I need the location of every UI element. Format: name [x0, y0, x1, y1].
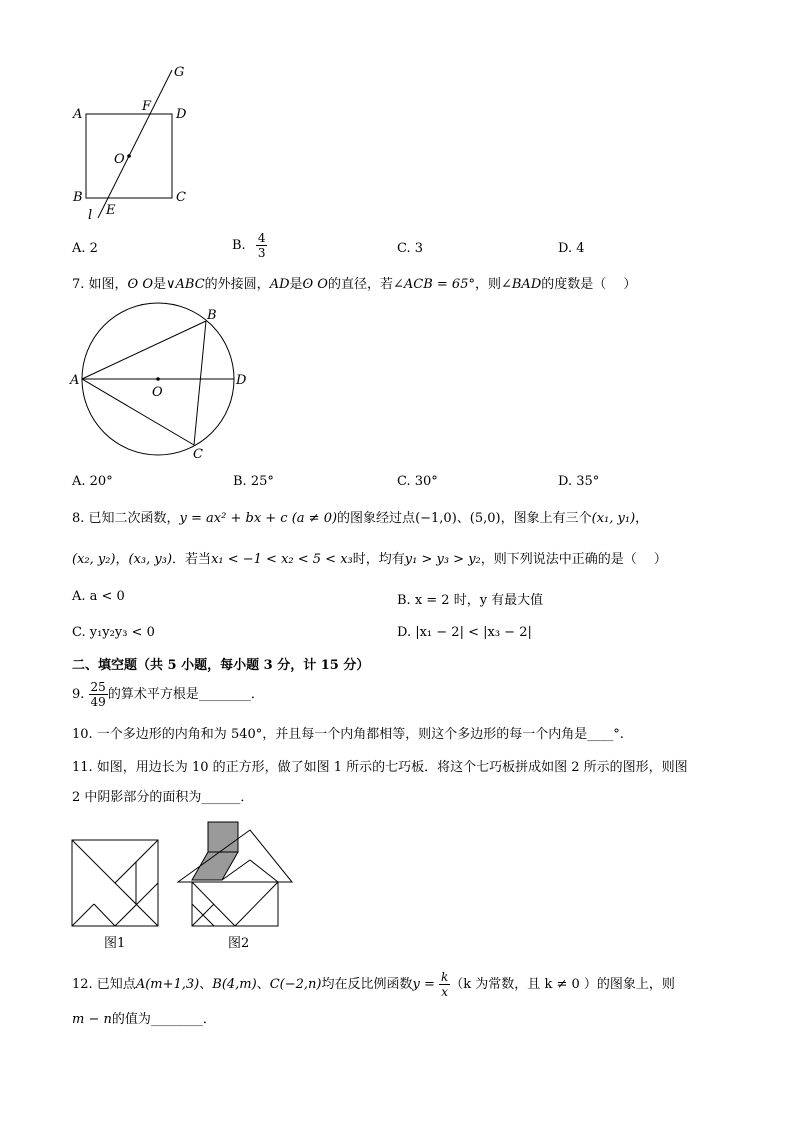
label-d: D [236, 373, 247, 388]
q6-figure [68, 62, 198, 222]
q8-text: ，图象上有三个 [500, 511, 592, 526]
q7-angle-acb: ∠ACB = 65° [392, 277, 475, 292]
q8-text: 时，均有 [352, 552, 405, 567]
q9-question [72, 680, 264, 709]
q8-text: ，则下列说法中正确的是（ ） [480, 552, 667, 567]
q8-text: 的图象经过点 [337, 511, 416, 526]
fraction-numerator: k [441, 970, 449, 984]
label-o: O [152, 385, 163, 400]
q8-line-2 [72, 551, 667, 569]
roof-inner [250, 860, 278, 882]
label-o: O [114, 152, 125, 167]
q7-question [72, 276, 636, 294]
label-g: G [174, 65, 185, 80]
q11-line-1: 11. 如图，用边长为 10 的正方形，做了如图 1 所示的七巧板．将这个七巧板拼成如图 2 所示的图形，则图 [72, 760, 688, 775]
fraction-numerator: 25 [90, 680, 106, 694]
q8-point: (−1,0) [415, 511, 457, 526]
q8-text: ， [635, 511, 649, 526]
tangram-edge [94, 904, 115, 926]
q8-line-1 [72, 510, 648, 528]
q7-option-c: C. 30° [397, 474, 438, 489]
segment-ac [82, 379, 194, 445]
q12-fraction [439, 970, 450, 999]
q12-point-b: B(4,m) [212, 977, 257, 992]
q11-figure-1-caption: 图1 [104, 936, 126, 951]
q8-text: 8. 已知二次函数， [72, 511, 180, 526]
q11-figure-2 [174, 820, 298, 932]
q6-option-b [232, 231, 267, 260]
house-inner [235, 882, 278, 926]
q12-text: （k 为常数，且 k ≠ 0 ）的图象上，则 [450, 977, 675, 992]
q8-option-d: D. |x₁ − 2| < |x₃ − 2| [397, 625, 532, 640]
fraction-denominator: x [441, 985, 449, 999]
q6-option-b-prefix: B. [232, 238, 246, 253]
q7-circle-o: ʘ O [302, 277, 328, 292]
q12-line-1 [72, 970, 675, 999]
label-f: F [142, 99, 152, 114]
q9-fraction [89, 680, 108, 709]
q12-point-c: C(−2,n) [269, 977, 322, 992]
q12-function: y = [412, 977, 435, 992]
q6-option-c: C. 3 [397, 241, 424, 256]
q7-option-b: B. 25° [233, 474, 274, 489]
q12-text: 、 [199, 977, 213, 992]
q8-point: (x₁, y₁) [591, 511, 636, 526]
line-l [98, 70, 172, 218]
q9-text: 的算术平方根是________． [107, 687, 264, 702]
fraction-denominator: 49 [90, 695, 106, 709]
q12-expression: m − n [72, 1012, 112, 1027]
q8-point: (x₃, y₃) [128, 552, 173, 567]
fraction-numerator: 4 [257, 231, 266, 245]
q12-point-a: A(m+1,3) [135, 977, 200, 992]
q8-option-a: A. a < 0 [72, 589, 125, 604]
q7-figure [66, 300, 256, 465]
q12-text: 、 [256, 977, 270, 992]
q8-condition: x₁ < −1 < x₂ < 5 < x₃ [211, 552, 353, 567]
label-d: D [176, 107, 187, 122]
q11-figure-1 [70, 838, 162, 930]
q6-option-d: D. 4 [558, 241, 585, 256]
q8-equation: y = ax² + bx + c (a ≠ 0) [179, 511, 338, 526]
q7-text: 的度数是（ ） [541, 277, 637, 292]
q8-option-b: B. x = 2 时，y 有最大值 [397, 593, 544, 608]
q7-text: 的直径，若 [327, 277, 393, 292]
q8-option-c: C. y₁y₂y₃ < 0 [72, 625, 155, 640]
label-e: E [106, 203, 116, 218]
q7-ad: AD [269, 277, 290, 292]
q11-figure-2-caption: 图2 [228, 936, 250, 951]
q6-option-b-fraction [256, 231, 268, 260]
house-body [192, 882, 278, 926]
q7-text: 7. 如图， [72, 277, 128, 292]
label-b: B [73, 190, 83, 205]
q7-text: ，则 [474, 277, 501, 292]
fraction-denominator: 3 [257, 246, 266, 260]
q10-question: 10. 一个多边形的内角和为 540°，并且每一个内角都相等，则这个多边形的每一个内角是____°. [72, 727, 624, 742]
q8-point: (x₂, y₂) [72, 552, 116, 567]
q12-text: 12. 已知点 [72, 977, 136, 992]
tangram-edge [72, 904, 94, 926]
q8-text: ， [115, 552, 129, 567]
chimney [208, 822, 238, 852]
q9-number: 9. [72, 687, 85, 702]
label-c: C [193, 447, 203, 462]
label-a: A [73, 107, 83, 122]
q7-triangle: ∨ABC [166, 277, 205, 292]
center-o [127, 154, 131, 158]
q8-point: (5,0) [469, 511, 501, 526]
q7-circle-o: ʘ O [127, 277, 153, 292]
q7-angle-bad: ∠BAD [500, 277, 542, 292]
shaded-parallelogram [192, 852, 238, 880]
center-o [156, 377, 160, 381]
q7-option-a: A. 20° [72, 474, 113, 489]
q7-text: 是 [153, 277, 167, 292]
label-l: l [88, 208, 93, 222]
q6-option-a: A. 2 [72, 241, 98, 256]
q7-option-d: D. 35° [558, 474, 600, 489]
section-heading: 二、填空题（共 5 小题，每小题 3 分，计 15 分） [72, 658, 370, 673]
q7-text: 的外接圆， [204, 277, 270, 292]
q8-text: ．若当 [172, 552, 212, 567]
segment-bc [194, 321, 206, 445]
q12-text: 的值为________． [111, 1012, 216, 1027]
q7-text: 是 [289, 277, 303, 292]
label-b: B [207, 308, 217, 323]
label-c: C [176, 190, 186, 205]
q11-line-2: 2 中阴影部分的面积为______． [72, 790, 254, 805]
q8-inequality: y₁ > y₃ > y₂ [404, 552, 481, 567]
q12-line-2 [72, 1011, 216, 1029]
q8-text: 、 [456, 511, 470, 526]
q12-text: 均在反比例函数 [321, 977, 413, 992]
label-a: A [70, 373, 80, 388]
